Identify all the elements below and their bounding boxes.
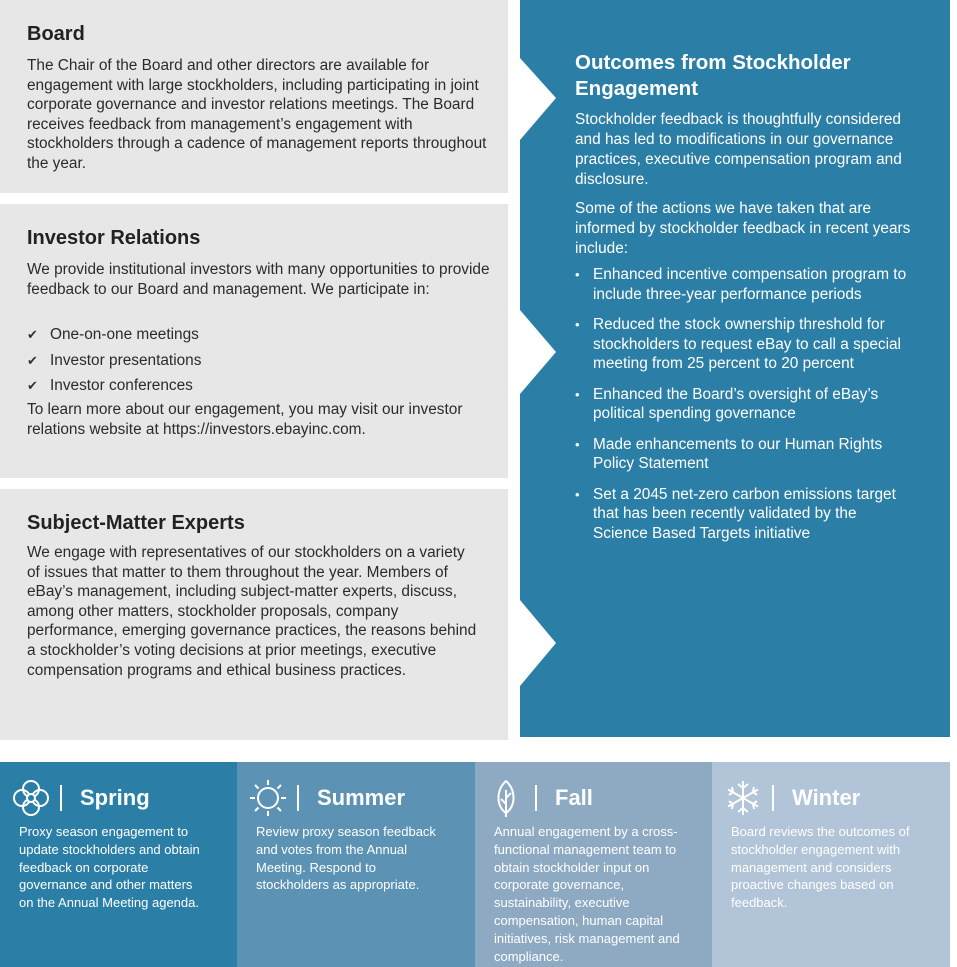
list-item: • Set a 2045 net-zero carbon emissions target that has been recently validated by the Science Based Targets initiative (575, 485, 910, 544)
investor-relations-intro: We provide institutional investors with many opportunities to provide feedback to our Board and management. We participate in: (27, 261, 490, 298)
leaf-icon (485, 777, 527, 819)
season-name: Winter (792, 785, 861, 810)
season-text: Proxy season engagement to update stockholders and obtain feedback on corporate governance and other matters on the Annual Meeting agenda. (19, 824, 200, 911)
list-item: • Enhanced incentive compensation program to include three-year performance periods (575, 265, 910, 304)
season-fall (475, 762, 712, 967)
season-text: Review proxy season feedback and votes from the Annual Meeting. Respond to stockholders as appropriate. (256, 824, 436, 893)
outcomes-para-2: Some of the actions we have taken that are informed by stockholder feedback in recent years include: (575, 200, 911, 257)
sun-icon (247, 777, 289, 819)
list-item: ✔ One-on-one meetings (27, 322, 201, 348)
investor-relations-outro: To learn more about our engagement, you may visit our investor relations website at https://investors.ebayinc.com. (27, 401, 463, 438)
experts-text: We engage with representatives of our stockholders on a variety of issues that matter to them throughout the year. Members of eBay’s management, including subject-matter experts, discuss, among other matters, stockholder proposals, company performance, emerging governance practices, the reasons behind a stockholder’s voting decisions at prior meetings, executive compensation programs and ethical business practices. (27, 544, 477, 679)
season-spring (0, 762, 237, 967)
board-text: The Chair of the Board and other directors are available for engagement with large stockholders, including participating in joint corporate governance and investor relations meetings. The Board receives feedback from management’s engagement with stockholders through a cadence of management reports throughout the year. (27, 57, 487, 172)
outcomes-panel (520, 0, 950, 737)
season-summer (237, 762, 475, 967)
season-text: Board reviews the outcomes of stockholder engagement with management and considers proactive changes based on feedback. (731, 824, 910, 911)
list-item: • Reduced the stock ownership threshold for stockholders to request eBay to call a special meeting from 25 percent to 20 percent (575, 315, 910, 374)
season-winter (712, 762, 950, 967)
list-item: ✔ Investor conferences (27, 373, 201, 399)
board-title: Board (27, 23, 85, 45)
season-name: Summer (317, 785, 406, 810)
season-text: Annual engagement by a cross-functional management team to obtain stockholder input on corporate governance, sustainability, executive compensation, human capital initiatives, risk management and compliance. (494, 824, 680, 964)
season-name: Fall (555, 785, 593, 810)
outcomes-notch-shape (508, 0, 568, 737)
season-name: Spring (80, 785, 150, 810)
list-item: • Made enhancements to our Human Rights Policy Statement (575, 435, 910, 474)
list-item: ✔ Investor presentations (27, 348, 201, 374)
board-panel (0, 0, 508, 193)
investor-relations-panel (0, 204, 508, 478)
outcomes-title: Outcomes from Stockholder Engagement (575, 51, 851, 100)
flower-icon (10, 777, 52, 819)
separator (535, 785, 537, 811)
outcomes-para-1: Stockholder feedback is thoughtfully considered and has led to modifications in our governance practices, executive compensation program and disclosure. (575, 111, 902, 188)
experts-title: Subject-Matter Experts (27, 512, 245, 534)
engagement-list (27, 322, 201, 399)
experts-panel (0, 489, 508, 740)
investor-relations-title: Investor Relations (27, 227, 201, 249)
checkmark-icon: ✔ (27, 352, 38, 368)
list-item: • Enhanced the Board’s oversight of eBay’s political spending governance (575, 385, 910, 424)
snowflake-icon (722, 777, 764, 819)
separator (772, 785, 774, 811)
separator (297, 785, 299, 811)
separator (60, 785, 62, 811)
checkmark-icon: ✔ (27, 378, 38, 393)
outcomes-list (575, 265, 910, 554)
checkmark-icon: ✔ (27, 327, 38, 342)
